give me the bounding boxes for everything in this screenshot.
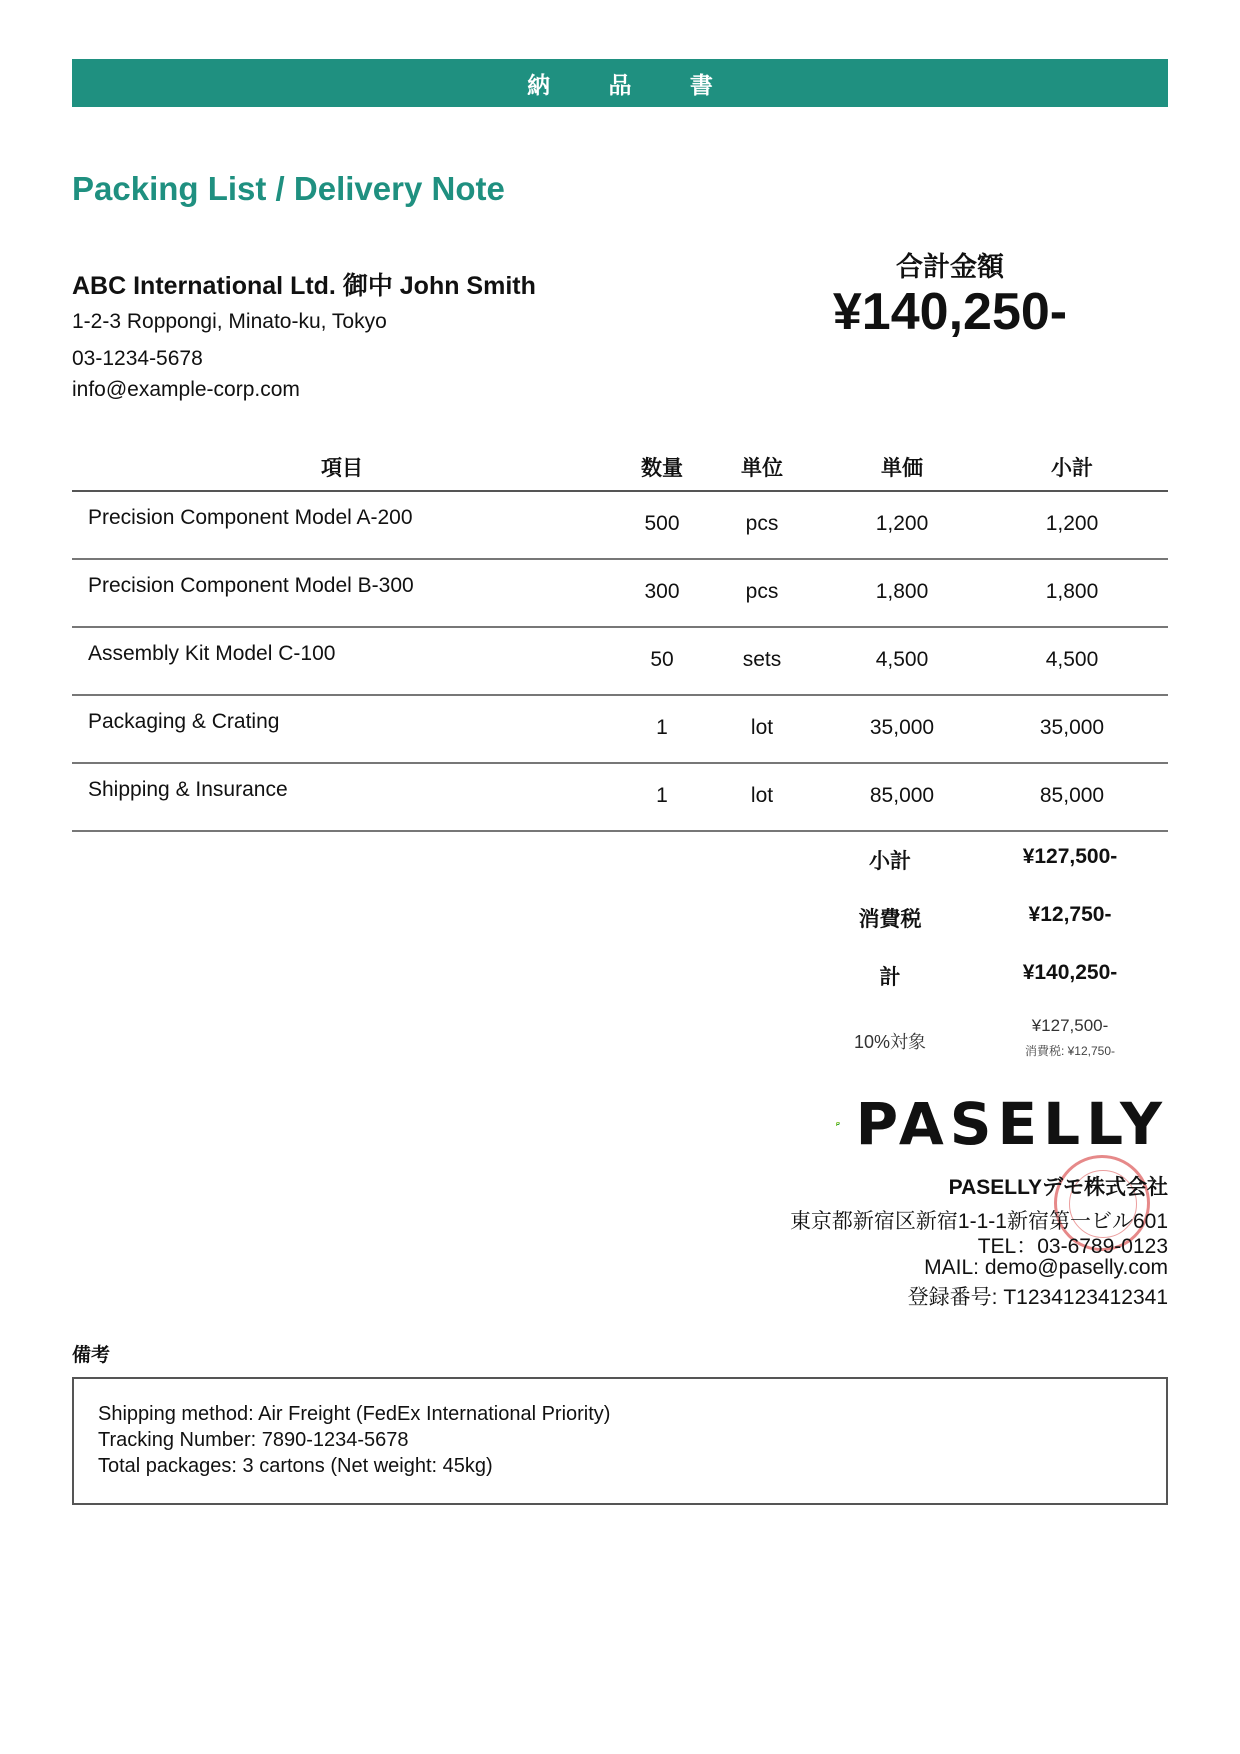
row-qty: 500	[644, 512, 680, 535]
issuer-tel: TEL：03-6789-0123	[977, 1235, 1168, 1258]
remarks-line: Shipping method: Air Freight (FedEx International Priority)	[98, 1403, 611, 1425]
paselly-logo-icon	[836, 1094, 840, 1154]
remarks-label: 備考	[72, 1345, 111, 1366]
subtotal-label: 小計	[869, 850, 911, 873]
header-item: 項目	[321, 457, 363, 480]
tax-label: 消費税	[858, 908, 922, 931]
row-price: 35,000	[869, 716, 935, 739]
table-row	[72, 492, 1168, 560]
row-price: 4,500	[875, 648, 929, 671]
client-name: ABC International Ltd. 御中 John Smith	[72, 272, 536, 300]
row-unit: sets	[742, 648, 782, 671]
document-banner: 納 品 書	[72, 59, 1168, 107]
client-address: 1-2-3 Roppongi, Minato-ku, Tokyo	[72, 310, 387, 333]
row-qty: 300	[644, 580, 680, 603]
row-item: Packaging & Crating	[88, 710, 280, 733]
header-qty: 数量	[641, 457, 683, 480]
total-amount-label: 合計金額	[896, 252, 1004, 282]
remarks-line: Total packages: 3 cartons (Net weight: 45kg)	[98, 1455, 493, 1477]
row-qty: 1	[656, 784, 668, 807]
page-title: Packing List / Delivery Note	[72, 170, 505, 207]
paselly-logo	[836, 1090, 1168, 1158]
row-item: Precision Component Model B-300	[88, 574, 414, 597]
header-price: 単価	[881, 457, 923, 480]
row-unit: pcs	[745, 580, 779, 603]
client-phone: 03-1234-5678	[72, 347, 203, 370]
row-subtotal: 1,200	[1045, 512, 1099, 535]
total-amount-value: ¥140,250-	[832, 283, 1068, 341]
table-header	[72, 436, 1168, 492]
subtotal-value: ¥127,500-	[1022, 845, 1118, 868]
row-price: 1,200	[875, 512, 929, 535]
table-row	[72, 560, 1168, 628]
row-price: 85,000	[869, 784, 935, 807]
row-price: 1,800	[875, 580, 929, 603]
remarks-line: Tracking Number: 7890-1234-5678	[98, 1429, 409, 1451]
row-unit: lot	[750, 716, 774, 739]
table-row	[72, 628, 1168, 696]
table-row	[72, 696, 1168, 764]
grand-total-value: ¥140,250-	[1022, 961, 1118, 984]
remarks-box	[72, 1377, 1168, 1505]
row-unit: lot	[750, 784, 774, 807]
issuer-mail: MAIL: demo@paselly.com	[924, 1256, 1168, 1279]
grand-total-label: 計	[879, 966, 901, 989]
issuer-name: PASELLYデモ株式会社	[948, 1176, 1168, 1199]
tax-rate-label: 10%対象	[853, 1032, 927, 1052]
row-subtotal: 1,800	[1045, 580, 1099, 603]
paselly-logo-text: PASELLY	[855, 1090, 1168, 1158]
items-table	[72, 436, 1168, 832]
client-email: info@example-corp.com	[72, 378, 300, 401]
header-subtotal: 小計	[1051, 457, 1093, 480]
row-item: Assembly Kit Model C-100	[88, 642, 336, 665]
row-item: Shipping & Insurance	[88, 778, 288, 801]
row-subtotal: 4,500	[1045, 648, 1099, 671]
table-row	[72, 764, 1168, 832]
tax-rate-tax: 消費税: ¥12,750-	[1024, 1044, 1116, 1058]
row-subtotal: 35,000	[1039, 716, 1105, 739]
row-unit: pcs	[745, 512, 779, 535]
row-subtotal: 85,000	[1039, 784, 1105, 807]
issuer-address: 東京都新宿区新宿1-1-1新宿第一ビル601	[789, 1210, 1168, 1233]
row-qty: 50	[650, 648, 674, 671]
tax-rate-base: ¥127,500-	[1031, 1016, 1109, 1035]
row-item: Precision Component Model A-200	[88, 506, 413, 529]
tax-value: ¥12,750-	[1028, 903, 1112, 926]
issuer-registration: 登録番号: T1234123412341	[907, 1286, 1168, 1309]
row-qty: 1	[656, 716, 668, 739]
header-unit: 単位	[741, 457, 783, 480]
